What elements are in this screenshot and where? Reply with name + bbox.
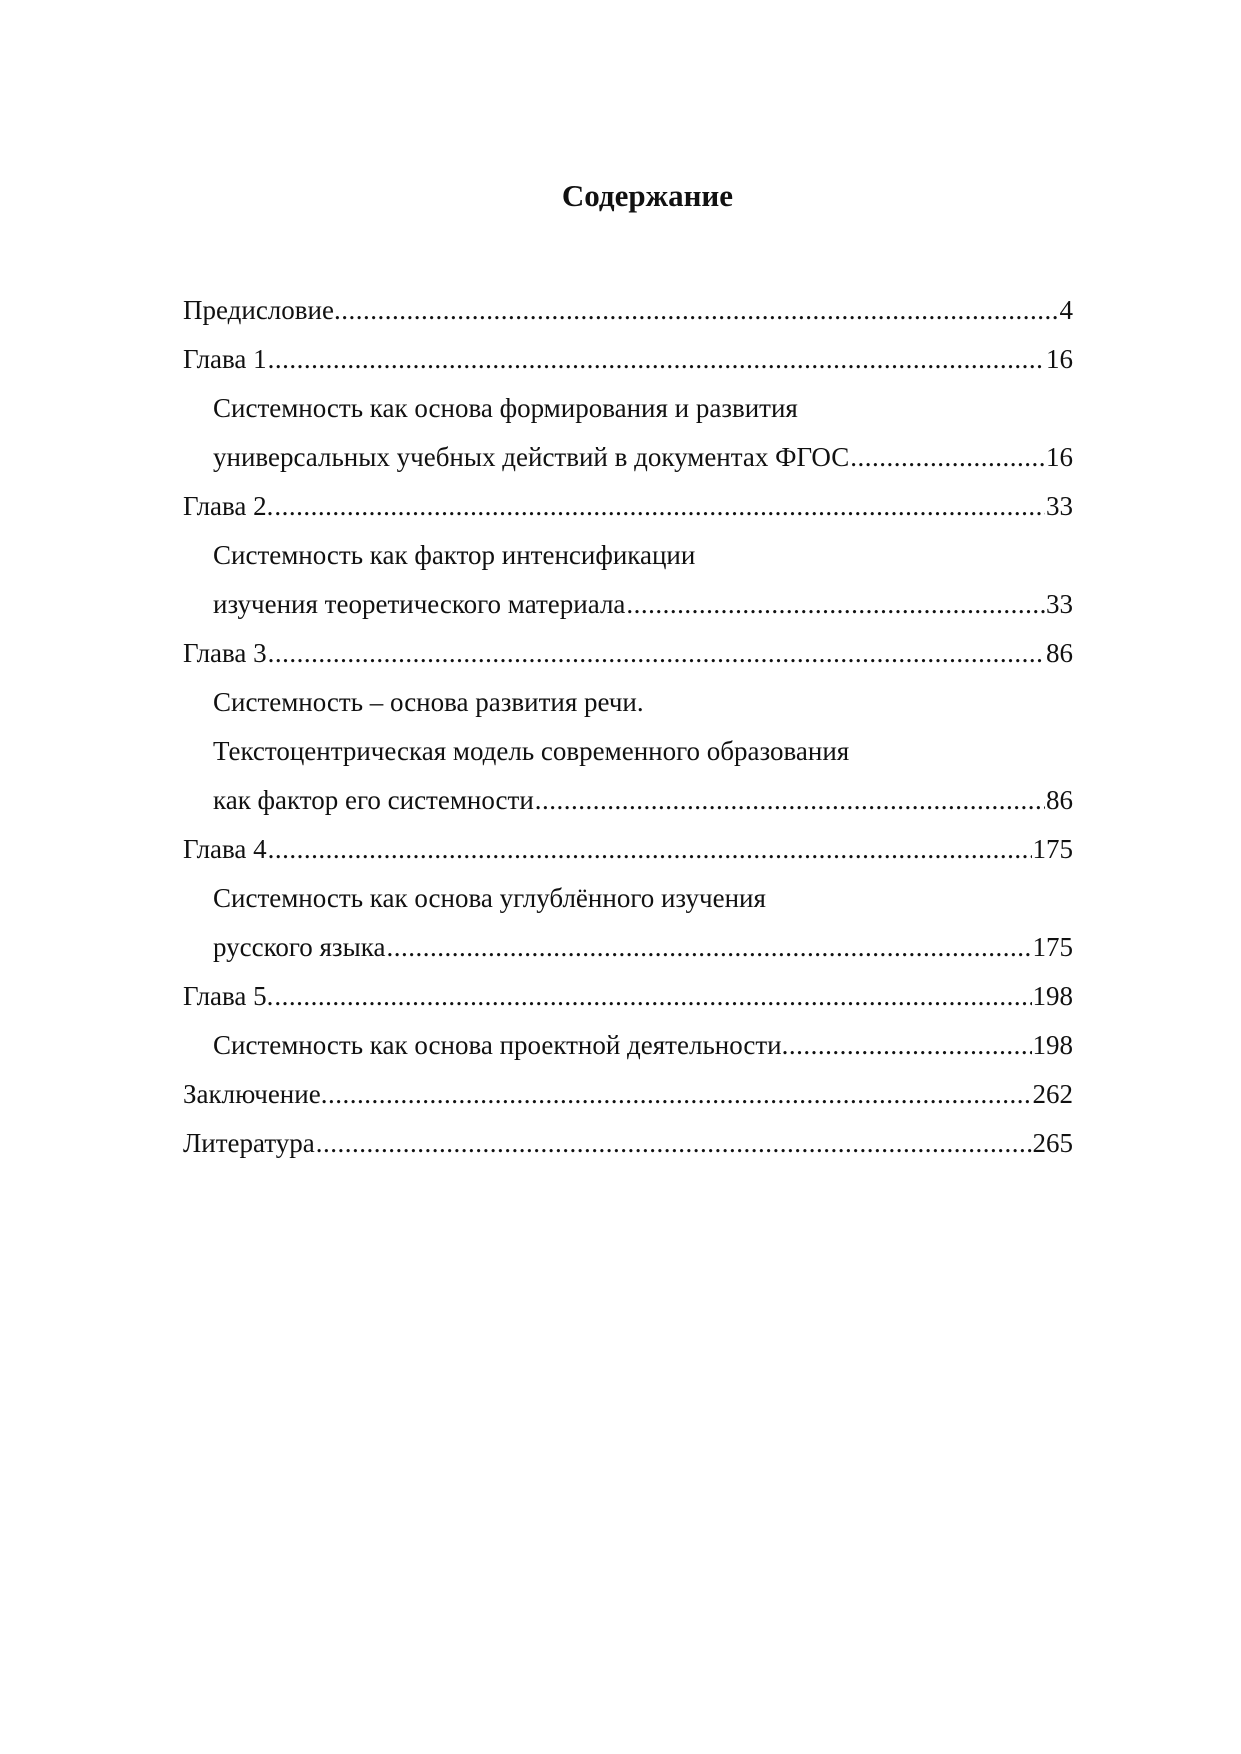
toc-entry-label: Системность как основа углублённого изучения	[213, 883, 766, 913]
dot-leader	[782, 1021, 1032, 1070]
toc-entry-references[interactable]	[183, 1119, 1073, 1168]
toc-entry-label: Предисловие	[183, 295, 334, 325]
toc-entry-label: универсальных учебных действий в документах ФГОС	[213, 442, 850, 472]
dot-leader	[268, 335, 1045, 384]
toc-entry-chapter-1[interactable]	[183, 335, 1073, 384]
toc-entry-label: Глава 2.	[183, 491, 274, 521]
toc-entry-preface[interactable]	[183, 286, 1073, 335]
toc-entry-label: русского языка	[213, 932, 386, 962]
table-of-contents	[183, 286, 1073, 1168]
dot-leader	[321, 1070, 1032, 1119]
toc-entry-chapter-4[interactable]	[183, 825, 1073, 874]
toc-entry-chapter-3[interactable]	[183, 629, 1073, 678]
toc-entry-chapter-2[interactable]	[183, 482, 1073, 531]
toc-page-number: 33	[1046, 589, 1073, 619]
toc-entry-label: Глава 4	[183, 834, 267, 864]
toc-subentry-line	[183, 531, 1073, 580]
toc-entry-label: Системность как фактор интенсификации	[213, 540, 696, 570]
toc-page-number: 4	[1059, 295, 1073, 325]
toc-page-number: 33	[1046, 491, 1073, 521]
toc-subentry-line	[183, 727, 1073, 776]
toc-entry-label: Системность – основа развития речи.	[213, 687, 644, 717]
toc-page-number: 16	[1046, 442, 1073, 472]
dot-leader	[334, 286, 1059, 335]
toc-page-number: 198	[1032, 981, 1073, 1011]
toc-subentry-chapter-2[interactable]	[183, 580, 1073, 629]
toc-subentry-line	[183, 874, 1073, 923]
toc-subentry-chapter-1[interactable]	[183, 433, 1073, 482]
toc-subentry-chapter-3[interactable]	[183, 776, 1073, 825]
toc-entry-label: Литература	[183, 1128, 315, 1158]
dot-leader	[268, 825, 1032, 874]
toc-entry-label: Текстоцентрическая модель современного образования	[213, 736, 850, 766]
toc-entry-label: Системность как основа формирования и развития	[213, 393, 798, 423]
toc-entry-label: как фактор его системности	[213, 785, 534, 815]
toc-entry-label: Глава 5.	[183, 981, 274, 1011]
toc-subentry-chapter-4[interactable]	[183, 923, 1073, 972]
dot-leader	[386, 923, 1031, 972]
dot-leader	[274, 482, 1045, 531]
toc-page-number: 175	[1032, 834, 1073, 864]
toc-entry-label: Глава 3	[183, 638, 267, 668]
toc-entry-label: Системность как основа проектной деятельности	[213, 1030, 782, 1060]
toc-entry-label: Заключение	[183, 1079, 321, 1109]
toc-page-number: 86	[1046, 638, 1073, 668]
toc-page-number: 198	[1032, 1030, 1073, 1060]
dot-leader	[850, 433, 1045, 482]
page-title: Содержание	[561, 178, 734, 213]
toc-page-number: 262	[1032, 1079, 1073, 1109]
dot-leader	[274, 972, 1031, 1021]
toc-subentry-chapter-5[interactable]	[183, 1021, 1073, 1070]
toc-page-number: 265	[1032, 1128, 1073, 1158]
toc-page-number: 16	[1046, 344, 1073, 374]
toc-subentry-line	[183, 678, 1073, 727]
toc-entry-label: изучения теоретического материала	[213, 589, 626, 619]
dot-leader	[535, 776, 1045, 825]
toc-subentry-line	[183, 384, 1073, 433]
dot-leader	[626, 580, 1045, 629]
toc-page-number: 175	[1032, 932, 1073, 962]
toc-entry-conclusion[interactable]	[183, 1070, 1073, 1119]
dot-leader	[268, 629, 1045, 678]
toc-entry-label: Глава 1	[183, 344, 267, 374]
toc-page-number: 86	[1046, 785, 1073, 815]
dot-leader	[316, 1119, 1032, 1168]
toc-entry-chapter-5[interactable]	[183, 972, 1073, 1021]
